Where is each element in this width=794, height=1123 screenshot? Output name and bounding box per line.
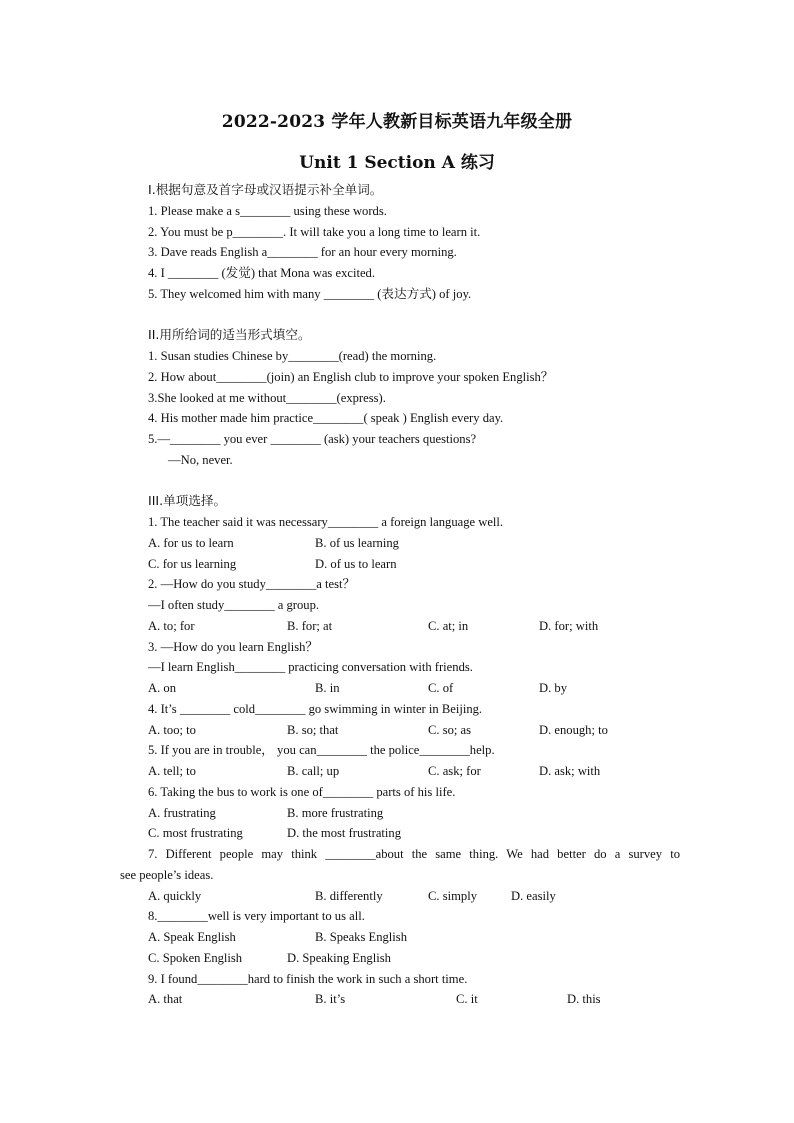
- question-2-options: [120, 616, 680, 637]
- question-4-option-a: A. too; to: [148, 722, 196, 737]
- question-3-line-2: —I learn English________ practicing conversation with friends.: [148, 660, 473, 675]
- question-8-options-row-1: [120, 927, 680, 948]
- question-2-option-a: A. to; for: [148, 618, 195, 633]
- question-1-option-b: B. of us learning: [315, 535, 399, 550]
- section-1-item-4: 4. I ________ (发觉) that Mona was excited.: [148, 266, 375, 280]
- question-1-option-d: D. of us to learn: [315, 556, 397, 571]
- document-subtitle: Unit 1 Section A 练习: [299, 153, 495, 173]
- spacer: [120, 471, 680, 492]
- question-6-stem: 6. Taking the bus to work is one of________ parts of his life.: [148, 784, 456, 799]
- exercise-content: [120, 180, 680, 1010]
- question-2-option-c: C. at; in: [428, 618, 469, 633]
- spacer: [120, 305, 680, 326]
- section-2-heading: II.用所给词的适当形式填空。: [148, 327, 311, 343]
- question-5-option-b: B. call; up: [287, 764, 340, 778]
- section-1-heading: I.根据句意及首字母或汉语提示补全单词。: [148, 182, 383, 197]
- section-2-item-4: 4. His mother made him practice________( speak ) English every day.: [148, 411, 504, 426]
- question-2-option-b: B. for; at: [287, 618, 333, 633]
- section-1-item-2: 2. You must be p________. It will take you a long time to learn it.: [148, 224, 481, 239]
- document-title: 2022-2023 学年人教新目标英语九年级全册: [221, 112, 573, 132]
- section-1-item-3: 3. Dave reads English a________ for an hour every morning.: [148, 245, 457, 260]
- question-5-option-a: A. tell; to: [148, 764, 196, 778]
- question-5-option-c: C. ask; for: [428, 764, 481, 778]
- question-2-stem: 2. —How do you study________a test？: [148, 577, 356, 592]
- question-9-option-a: A. that: [148, 992, 183, 1007]
- section-2-item-3: 3.She looked at me without________(express).: [148, 390, 386, 405]
- question-5-options: [120, 761, 680, 782]
- question-4-option-b: B. so; that: [287, 722, 339, 737]
- question-7-stem: 7. Different people may think ________about the same thing. We had better do a survey to: [148, 847, 680, 861]
- question-5-stem: 5. If you are in trouble， you can________ the police________help.: [148, 743, 495, 758]
- question-2-option-d: D. for; with: [539, 618, 599, 633]
- section-1-item-1: 1. Please make a s________ using these words.: [148, 203, 387, 218]
- section-1-item-5: 5. They welcomed him with many ________ (表达方式) of joy.: [148, 286, 472, 301]
- question-7-option-a: A. quickly: [148, 888, 202, 903]
- question-4-stem: 4. It’s ________ cold________ go swimming in winter in Beijing.: [148, 701, 483, 716]
- section-2-item-1: 1. Susan studies Chinese by________(read) the morning.: [148, 349, 437, 363]
- question-6-option-c: C. most frustrating: [148, 826, 243, 841]
- question-1-options-row-2: [120, 554, 680, 575]
- question-6-option-b: B. more frustrating: [287, 805, 384, 820]
- question-6-options-row-2: [120, 823, 680, 844]
- question-3-options: [120, 678, 680, 699]
- question-6-option-a: A. frustrating: [148, 805, 216, 820]
- question-7-option-d: D. easily: [511, 888, 556, 903]
- question-3-option-a: A. on: [148, 681, 176, 695]
- section-2-item-2: 2. How about________(join) an English club to improve your spoken English？: [148, 369, 554, 384]
- question-8-option-a: A. Speak English: [148, 930, 236, 944]
- question-7-option-c: C. simply: [428, 888, 477, 903]
- question-9-option-b: B. it’s: [315, 992, 346, 1007]
- question-4-options: [120, 720, 680, 741]
- question-3-option-b: B. in: [315, 681, 340, 695]
- question-4-option-c: C. so; as: [428, 722, 472, 737]
- question-8-stem: 8.________well is very important to us all.: [148, 909, 365, 924]
- question-8-option-d: D. Speaking English: [287, 950, 391, 965]
- question-1-options-row-1: [120, 533, 680, 554]
- question-8-options-row-2: [120, 948, 680, 969]
- section-2-item-5-answer: —No, never.: [168, 452, 233, 467]
- question-1-option-c: C. for us learning: [148, 556, 237, 571]
- question-7-option-b: B. differently: [315, 888, 383, 903]
- question-9-stem: 9. I found________hard to finish the work in such a short time.: [148, 971, 468, 986]
- question-3-option-c: C. of: [428, 681, 454, 695]
- question-3-stem: 3. —How do you learn English？: [148, 639, 318, 654]
- question-9-option-d: D. this: [567, 992, 601, 1007]
- question-4-option-d: D. enough; to: [539, 722, 608, 737]
- section-3-heading: III.单项选择。: [148, 493, 227, 509]
- question-7-options: [120, 886, 680, 907]
- question-3-option-d: D. by: [539, 681, 567, 695]
- question-9-options: [120, 989, 680, 1010]
- question-9-option-c: C. it: [456, 992, 478, 1007]
- question-7-stem-continued: see people’s ideas.: [120, 867, 214, 882]
- question-1-stem: 1. The teacher said it was necessary________ a foreign language well.: [148, 515, 504, 529]
- question-6-options-row-1: [120, 803, 680, 824]
- question-6-option-d: D. the most frustrating: [287, 826, 402, 841]
- question-5-option-d: D. ask; with: [539, 764, 601, 778]
- question-8-option-b: B. Speaks English: [315, 930, 408, 944]
- question-8-option-c: C. Spoken English: [148, 950, 243, 965]
- section-2-item-5: 5.—________ you ever ________ (ask) your teachers questions?: [148, 432, 477, 446]
- question-2-line-2: —I often study________ a group.: [148, 598, 320, 612]
- question-1-option-a: A. for us to learn: [148, 535, 234, 550]
